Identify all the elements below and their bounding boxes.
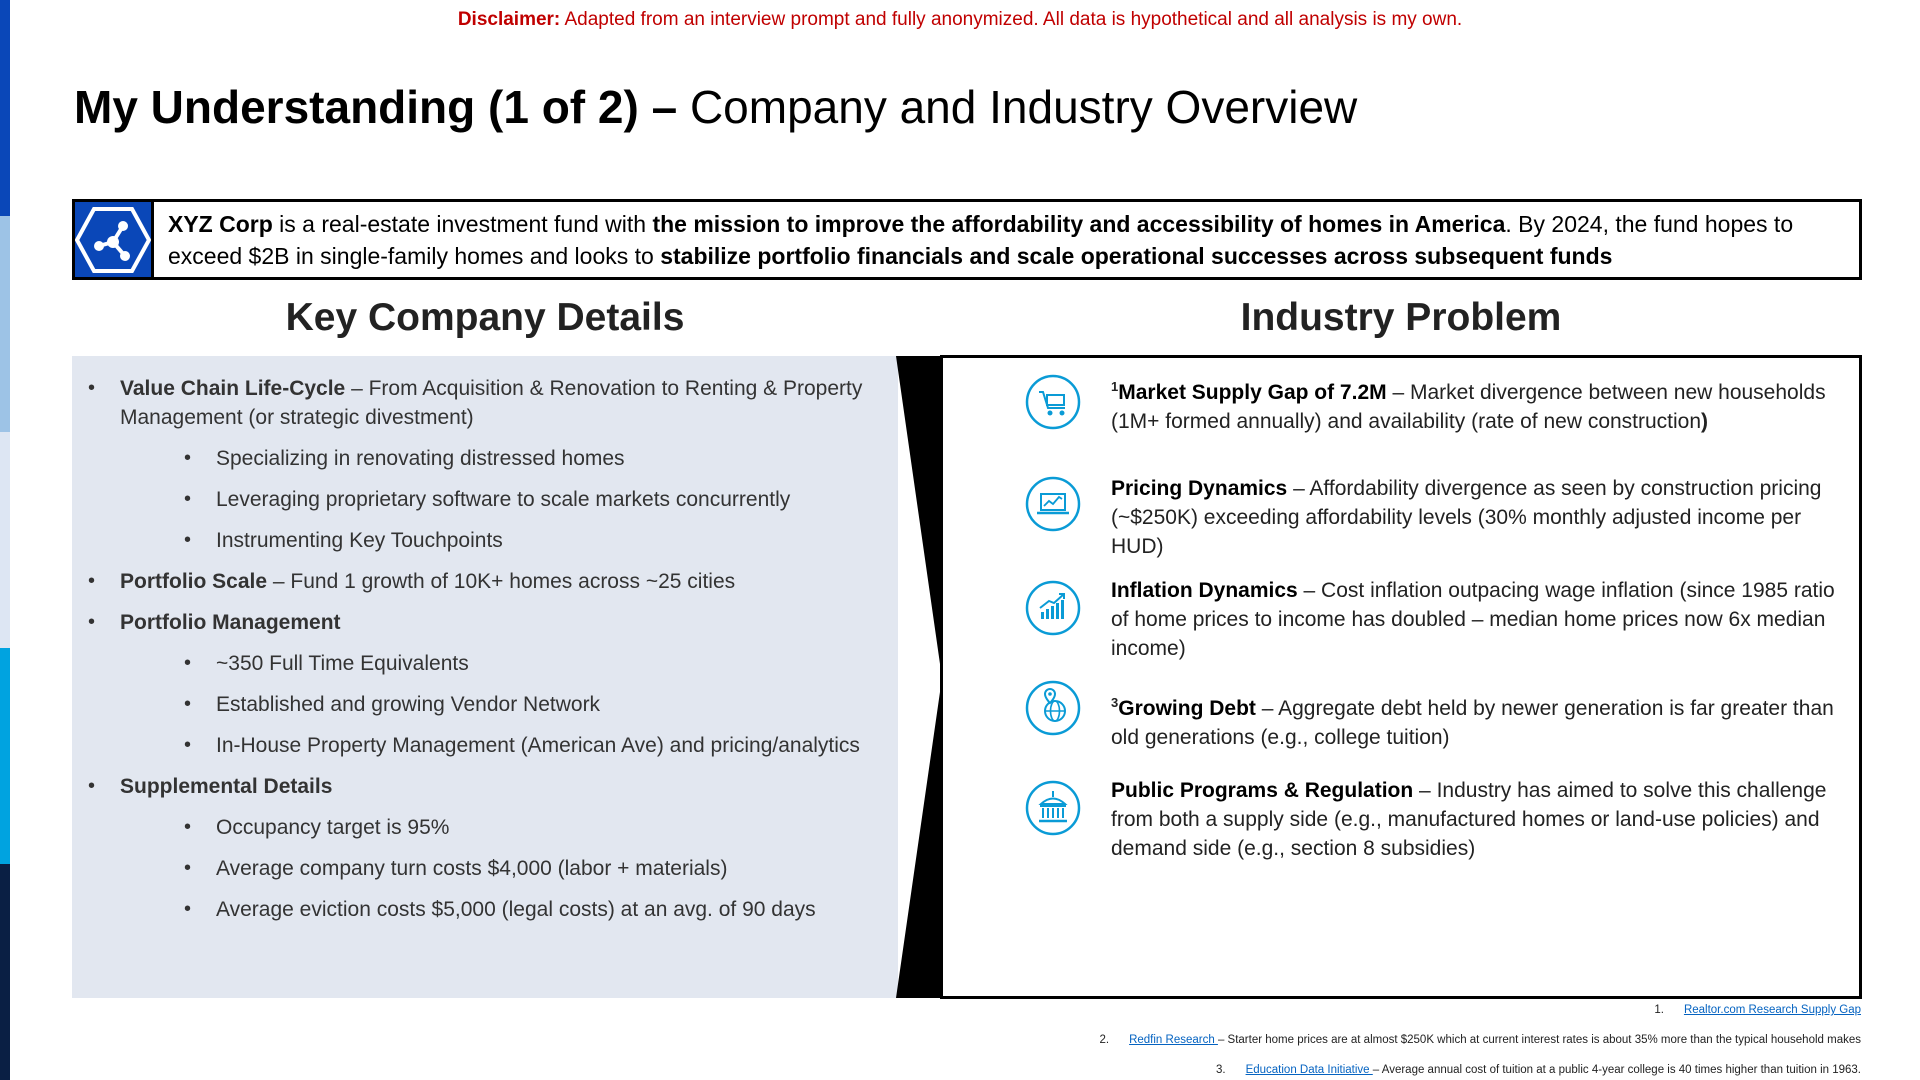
laptop-chart-icon <box>1025 476 1081 532</box>
accent-segment <box>0 432 10 648</box>
accent-segment <box>0 0 10 216</box>
list-item-text: Specializing in renovating distressed homes <box>216 447 625 470</box>
problem-text: – Market divergence between new households (1M+ formed annually) and availability (rate of new construction <box>1111 381 1826 433</box>
footnote-text: – Starter home prices are at almost $250K which at current interest rates is about 35% more than the typical household makes <box>1217 1034 1861 1046</box>
problem-title: Inflation Dynamics <box>1111 579 1298 602</box>
list-item <box>72 731 898 760</box>
list-item-text: Established and growing Vendor Network <box>216 693 601 716</box>
bullet-icon: • <box>88 611 96 633</box>
list-item-text: Average company turn costs $4,000 (labor + materials) <box>216 857 728 880</box>
page-title <box>74 80 1357 134</box>
list-item-title: Portfolio Management <box>120 611 341 634</box>
list-item <box>72 772 898 801</box>
footnote-number: 3. <box>1215 1064 1226 1076</box>
hexagon-network-icon <box>75 202 154 277</box>
footnote-item <box>1654 1004 1861 1016</box>
problem-text: – Aggregate debt held by newer generation is far greater than old generations (e.g., college tuition) <box>1111 697 1834 749</box>
mission-text-part: stabilize portfolio financials and scale operational successes across subsequent funds <box>660 243 1613 269</box>
problem-text: – Industry has aimed to solve this challenge from both a supply side (e.g., manufactured homes or land-use policies) and demand side (e.g., section 8 subsidies) <box>1111 779 1827 860</box>
page-title-regular: Company and Industry Overview <box>677 81 1358 133</box>
footnote-ref: 1 <box>1111 379 1119 394</box>
bullet-icon: • <box>184 447 192 469</box>
bullet-icon: • <box>184 816 192 838</box>
growth-chart-icon <box>1025 580 1081 636</box>
list-item <box>72 444 898 473</box>
footnote-number: 1. <box>1654 1004 1664 1016</box>
footnote-item <box>1099 1034 1861 1046</box>
bullet-icon: • <box>184 898 192 920</box>
company-details-list <box>72 356 898 924</box>
industry-problem-panel <box>940 355 1862 999</box>
disclaimer <box>0 9 1920 31</box>
problem-title: Pricing Dynamics <box>1111 477 1288 500</box>
list-item <box>72 526 898 555</box>
bullet-icon: • <box>184 693 192 715</box>
problem-item <box>1111 474 1851 561</box>
list-item-text: Occupancy target is 95% <box>216 816 450 839</box>
accent-segment <box>0 216 10 432</box>
mission-banner <box>72 199 1862 280</box>
side-accent-bar <box>0 0 10 1080</box>
list-item <box>72 374 898 432</box>
footnote-link[interactable]: Realtor.com Research Supply Gap <box>1683 1004 1861 1016</box>
list-item <box>72 690 898 719</box>
accent-segment <box>0 648 10 864</box>
problem-item <box>1111 776 1851 863</box>
list-item <box>72 813 898 842</box>
footnote-ref: 3 <box>1111 695 1119 710</box>
footnote-link[interactable]: Education Data Initiative <box>1245 1064 1373 1076</box>
footnote-number: 2. <box>1099 1034 1110 1046</box>
accent-segment <box>0 864 10 1080</box>
problem-text: – Affordability divergence as seen by construction pricing (~$250K) exceeding affordability levels (30% monthly adjusted income per HUD) <box>1111 477 1822 558</box>
problem-title: Market Supply Gap of 7.2M <box>1118 381 1387 404</box>
list-item-title: Value Chain Life-Cycle <box>120 377 346 400</box>
list-item <box>72 854 898 883</box>
mission-text-part: is a real-estate investment fund with <box>272 211 653 237</box>
problem-title: Growing Debt <box>1118 697 1256 720</box>
list-item-text: Instrumenting Key Touchpoints <box>216 529 503 552</box>
cart-icon <box>1025 374 1081 430</box>
list-item <box>72 485 898 514</box>
mission-text-part: the mission to improve the affordability and accessibility of homes in America <box>652 211 1506 237</box>
problem-text: – Cost inflation outpacing wage inflation (since 1985 ratio of home prices to income has doubled – median home prices now 6x median income) <box>1111 579 1835 660</box>
problem-text-tail: ) <box>1701 410 1709 433</box>
bullet-icon: • <box>184 488 192 510</box>
globe-pin-icon <box>1025 680 1081 736</box>
bullet-icon: • <box>184 652 192 674</box>
company-details-heading: Key Company Details <box>285 296 685 339</box>
bullet-icon: • <box>88 570 96 592</box>
list-item-title: Supplemental Details <box>120 775 333 798</box>
list-item-title: Portfolio Scale <box>120 570 268 593</box>
list-item-text: Average eviction costs $5,000 (legal costs) at an avg. of 90 days <box>216 898 816 921</box>
list-item-text: – From Acquisition & Renovation to Renting & Property Management (or strategic divestment) <box>120 377 863 429</box>
footnote-item <box>1216 1064 1861 1076</box>
footnote-text: – Average annual cost of tuition at a public 4-year college is 40 times higher than tuition in 1963. <box>1372 1064 1861 1076</box>
list-item-text: ~350 Full Time Equivalents <box>216 652 469 675</box>
list-item <box>72 608 898 637</box>
bullet-icon: • <box>184 734 192 756</box>
list-item-text: In-House Property Management (American Ave) and pricing/analytics <box>216 734 860 757</box>
list-item <box>72 567 898 596</box>
list-item <box>72 895 898 924</box>
problem-item <box>1111 688 1851 752</box>
list-item-text: – Fund 1 growth of 10K+ homes across ~25 cities <box>267 570 736 593</box>
industry-problem-heading: Industry Problem <box>1240 296 1562 339</box>
disclaimer-text: Adapted from an interview prompt and fully anonymized. All data is hypothetical and all analysis is my own. <box>560 9 1463 30</box>
problem-title: Public Programs & Regulation <box>1111 779 1414 802</box>
problem-item <box>1111 576 1851 663</box>
list-item-text: Leveraging proprietary software to scale markets concurrently <box>216 488 791 511</box>
company-details-panel <box>72 356 898 998</box>
bullet-icon: • <box>88 775 96 797</box>
bullet-icon: • <box>88 377 96 399</box>
mission-text-part: XYZ Corp <box>168 211 273 237</box>
mission-statement <box>154 202 1859 277</box>
footnote-link[interactable]: Redfin Research <box>1129 1034 1218 1046</box>
bullet-icon: • <box>184 529 192 551</box>
page-title-bold: My Understanding (1 of 2) – <box>74 81 678 133</box>
bullet-icon: • <box>184 857 192 879</box>
list-item <box>72 649 898 678</box>
disclaimer-label: Disclaimer: <box>457 9 561 30</box>
mission-text-part: . By 2024, the fund hopes to exceed $2B in single-family homes and looks to <box>168 211 1794 269</box>
problem-item <box>1111 372 1851 436</box>
government-building-icon <box>1025 780 1081 836</box>
